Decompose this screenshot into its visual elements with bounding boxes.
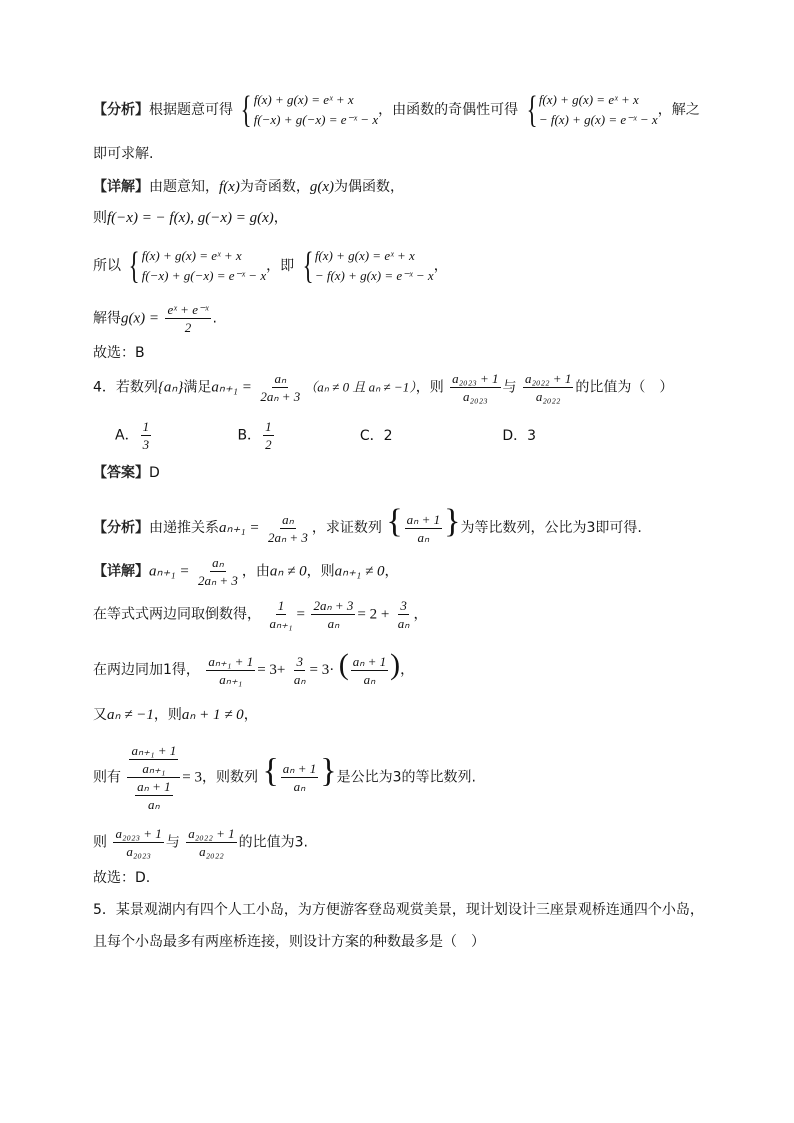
analysis-line-2: 即可求解. [93,146,154,162]
analysis-q4: 【分析】由递推关系aₙ₊₁ = $\frac{\text{aₙ}}{\text{2aₙ + 3}}$ ，求证数列 { $\frac{\text{aₙ + 1}}{\text{aₙ}}$ }为等比数列，公比为3即可得. [93,503,642,545]
detail-conclusion: 故选：B [93,345,145,361]
option-a[interactable]: A． $\frac{1}{3}$ [115,419,150,452]
equation-system-1: { f(x) + g(x) = eˣ + x f(−x) + g(−x) = e⁻ˣ − x [241,89,379,132]
analysis-line-1: 【分析】根据题意可得 { f(x) + g(x) = eˣ + x f(−x) + g(−x) = e⁻ˣ − x ，由函数的奇偶性可得 { f(x) + g(x) = eˣ + x − f(x) + g(x) = e⁻ˣ − x ，解之 [93,89,700,132]
question-4: 4．若数列{aₙ}满足aₙ₊₁ = $\frac{\text{aₙ}}{\text{2aₙ + 3}}$ （aₙ ≠ 0 且 aₙ ≠ −1），则 $\frac{\text{a₂₀₂₃ + 1}}{\text{a₂₀₂₃}}$ 与 $\frac{\text{a₂₀₂₂ + 1}}{\text{a₂₀₂₂}}$ 的比值为（ ） [93,371,674,404]
detail-q4-line-3: 在两边同加1得， $\frac{\text{aₙ₊₁ + 1}}{\text{aₙ₊₁}}$ = 3+ $\frac{3}{\text{aₙ}}$ = 3· ( $\frac{\text{aₙ + 1}}{\text{aₙ}}$ )， [93,648,415,687]
answer-options [115,420,620,451]
detail-line-2: 则f(−x) = − f(x), g(−x) = g(x)， [93,210,288,226]
analysis-tag: 【分析】 [93,102,149,119]
question-5-line-1: 5．某景观湖内有四个人工小岛，为方便游客登岛观赏美景，现计划设计三座景观桥连通四个小岛， [93,902,704,918]
detail-line-4: 解得g(x) = $\frac{\text{eˣ + e⁻ˣ}}{2}$ . [93,302,217,335]
detail-q4-line-4: 又aₙ ≠ −1，则aₙ + 1 ≠ 0， [93,707,258,723]
option-b[interactable]: B． $\frac{1}{2}$ [237,419,272,452]
option-d[interactable]: D．3 [502,427,537,444]
equation-system-2: { f(x) + g(x) = eˣ + x − f(x) + g(x) = e⁻ˣ − x [526,89,658,132]
answer-line: 【答案】D [93,465,160,481]
detail-line-1: 【详解】由题意知，f(x)为奇函数，g(x)为偶函数， [93,179,404,195]
detail-line-3: 所以 { f(x) + g(x) = eˣ + x f(−x) + g(−x) = e⁻ˣ − x ，即 { f(x) + g(x) = eˣ + x − f(x) + g(x) = e⁻ˣ − x ， [93,245,448,288]
detail-q4-line-5: 则有 $\frac{\frac{\text{aₙ₊₁ + 1}}{\text{aₙ₊₁}}}{\frac{\text{aₙ + 1}}{\text{aₙ}}}$ = 3，则数列 { $\frac{\text{aₙ + 1}}{\text{aₙ}}$ }是公比为3的等比数列. [93,743,476,812]
detail-q4-conclusion: 故选：D. [93,870,151,886]
detail-q4-line-1: 【详解】aₙ₊₁ = $\frac{\text{aₙ}}{\text{2aₙ + 3}}$ ，由aₙ ≠ 0，则aₙ₊₁ ≠ 0， [93,555,399,588]
detail-q4-line-2: 在等式式两边同取倒数得， $\frac{1}{\text{aₙ₊₁}}$ = $\frac{\text{2aₙ + 3}}{\text{aₙ}}$ = 2 + $\frac{3}{\text{aₙ}}$ ， [93,598,428,631]
detail-q4-line-6: 则 $\frac{\text{a₂₀₂₃ + 1}}{\text{a₂₀₂₃}}$ 与 $\frac{\text{a₂₀₂₂ + 1}}{\text{a₂₀₂₂}}$ 的比值为3. [93,826,308,859]
option-c[interactable]: C．2 [359,427,393,444]
question-5-line-2: 且每个小岛最多有两座桥连接，则设计方案的种数最多是（ ） [93,934,485,950]
